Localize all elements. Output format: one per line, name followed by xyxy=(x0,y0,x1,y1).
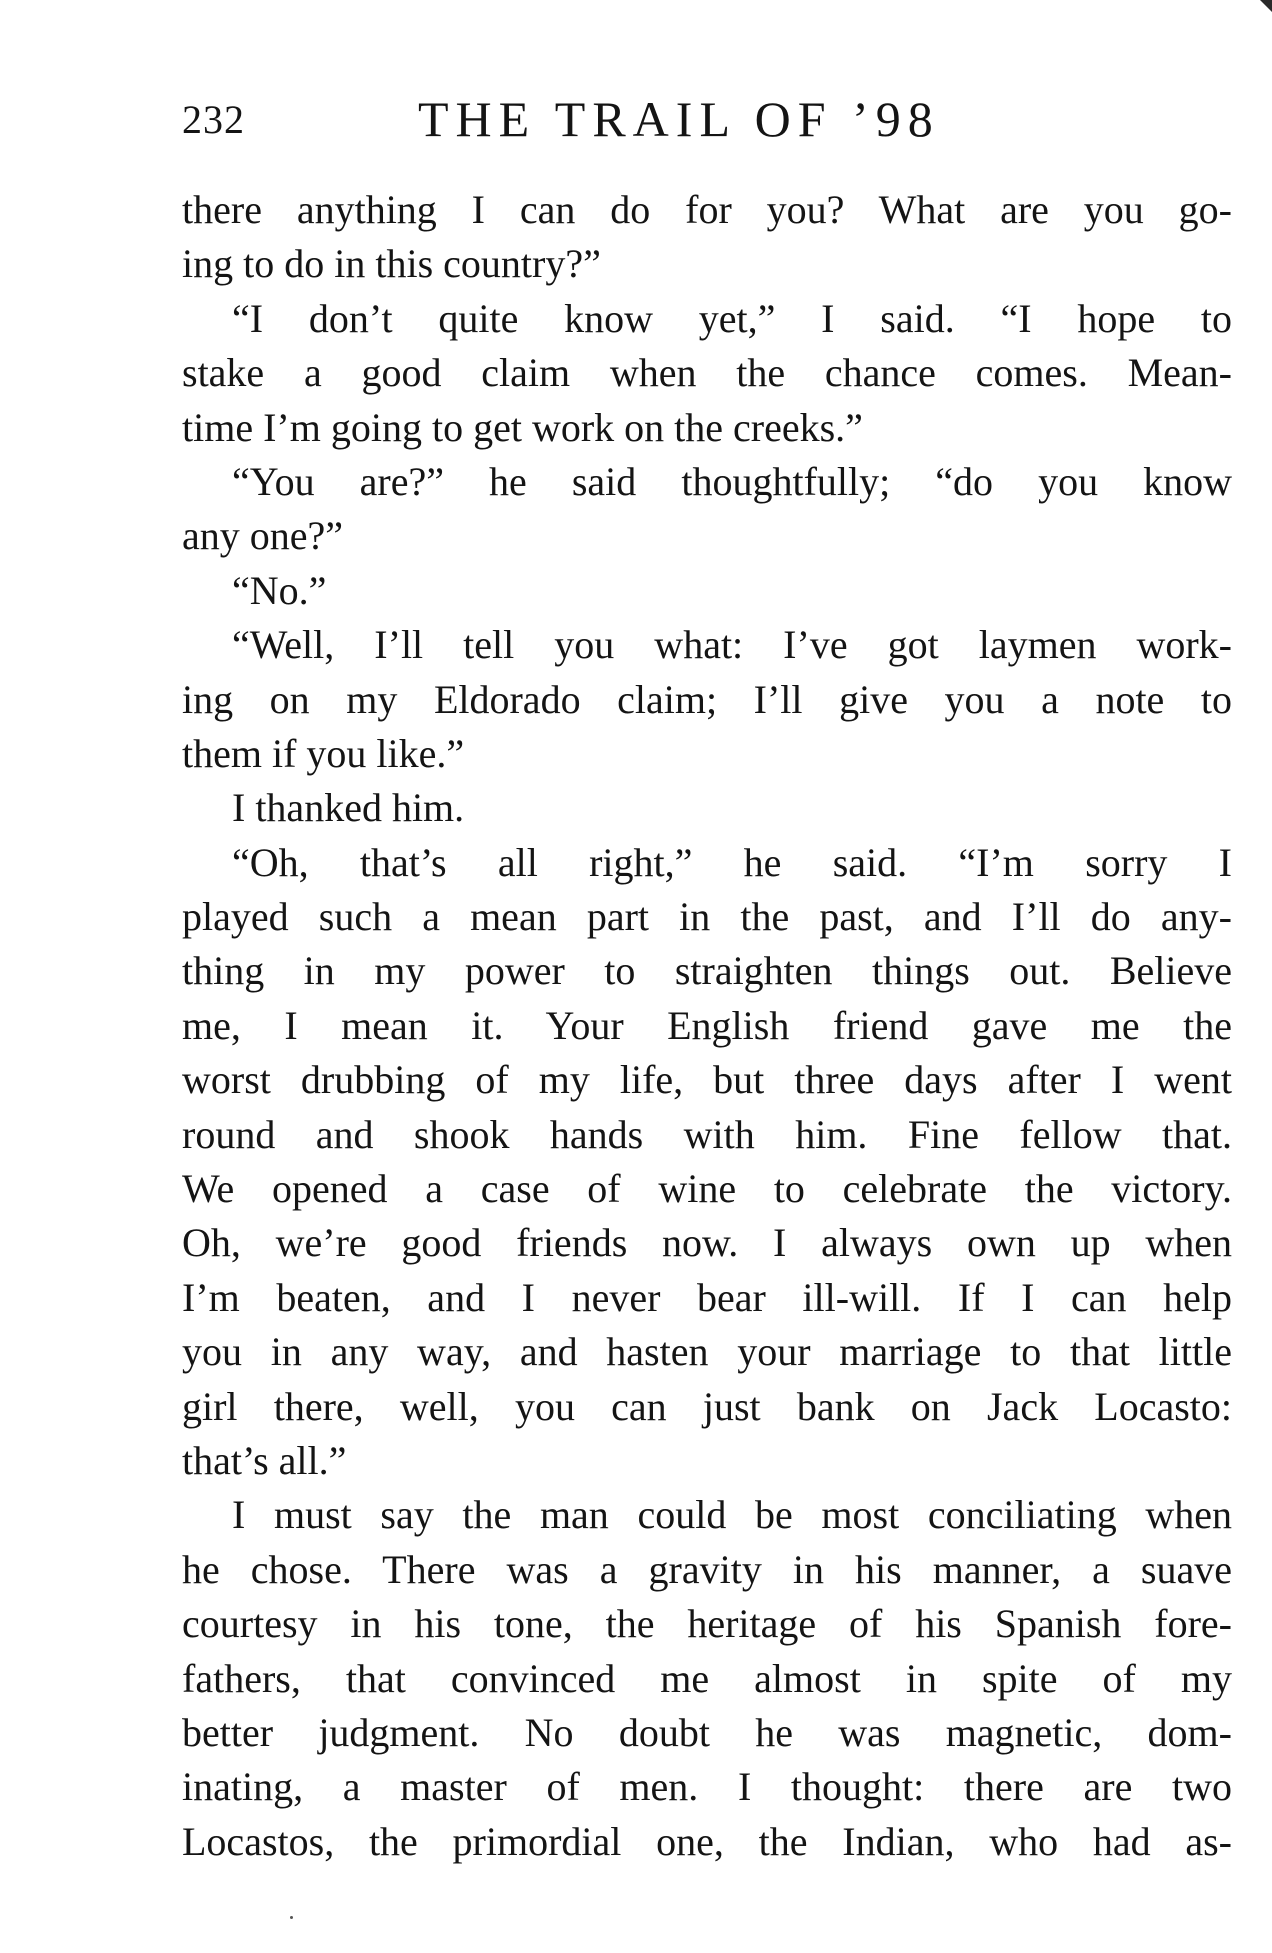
text-line: “Well, I’ll tell you what: I’ve got laymen work- xyxy=(232,622,1232,668)
text-line: thing in my power to straighten things out. Believe xyxy=(182,948,1232,994)
scan-speck xyxy=(290,1916,293,1919)
text-line: girl there, well, you can just bank on Jack Locasto: xyxy=(182,1383,1232,1429)
text-line: “You are?” he said thoughtfully; “do you know xyxy=(232,458,1232,504)
text-line: “Oh, that’s all right,” he said. “I’m sorry I xyxy=(232,839,1232,885)
text-line: We opened a case of wine to celebrate the victory. xyxy=(182,1166,1232,1212)
running-title: THE TRAIL OF ’98 xyxy=(418,91,940,147)
text-line: I must say the man could be most conciliating when xyxy=(232,1492,1232,1538)
text-line: played such a mean part in the past, and I’ll do any- xyxy=(182,894,1232,940)
text-line: fathers, that convinced me almost in spite of my xyxy=(182,1655,1232,1701)
text-line: you in any way, and hasten your marriage to that little xyxy=(182,1329,1232,1375)
page-number: 232 xyxy=(182,97,245,142)
text-line: ing to do in this country?” xyxy=(182,241,601,287)
text-line: “No.” xyxy=(232,567,327,613)
text-line: inating, a master of men. I thought: there are two xyxy=(182,1764,1232,1810)
text-line: Locastos, the primordial one, the Indian, who had as- xyxy=(182,1818,1232,1864)
text-line: ing on my Eldorado claim; I’ll give you a note to xyxy=(182,676,1232,722)
text-line: stake a good claim when the chance comes. Mean- xyxy=(182,350,1232,396)
text-line: round and shook hands with him. Fine fellow that. xyxy=(182,1111,1232,1157)
running-head xyxy=(182,90,1232,160)
text-line: courtesy in his tone, the heritage of his Spanish fore- xyxy=(182,1601,1232,1647)
text-line: them if you like.” xyxy=(182,730,465,776)
text-line: Oh, we’re good friends now. I always own up when xyxy=(182,1220,1232,1266)
scan-corner-mark xyxy=(1260,0,1272,12)
text-line: any one?” xyxy=(182,513,344,559)
text-line: he chose. There was a gravity in his manner, a suave xyxy=(182,1546,1232,1592)
text-line: “I don’t quite know yet,” I said. “I hope to xyxy=(232,295,1232,341)
text-line: better judgment. No doubt he was magnetic, dom- xyxy=(182,1709,1232,1755)
text-line: I’m beaten, and I never bear ill-will. If I can help xyxy=(182,1274,1232,1320)
text-line: worst drubbing of my life, but three days after I went xyxy=(182,1057,1232,1103)
text-line: time I’m going to get work on the creeks.” xyxy=(182,404,863,450)
body-text xyxy=(182,183,1232,1869)
text-line: that’s all.” xyxy=(182,1437,347,1483)
text-line: there anything I can do for you? What are you go- xyxy=(182,187,1232,232)
text-line: me, I mean it. Your English friend gave me the xyxy=(182,1002,1232,1048)
text-line: I thanked him. xyxy=(232,785,465,831)
